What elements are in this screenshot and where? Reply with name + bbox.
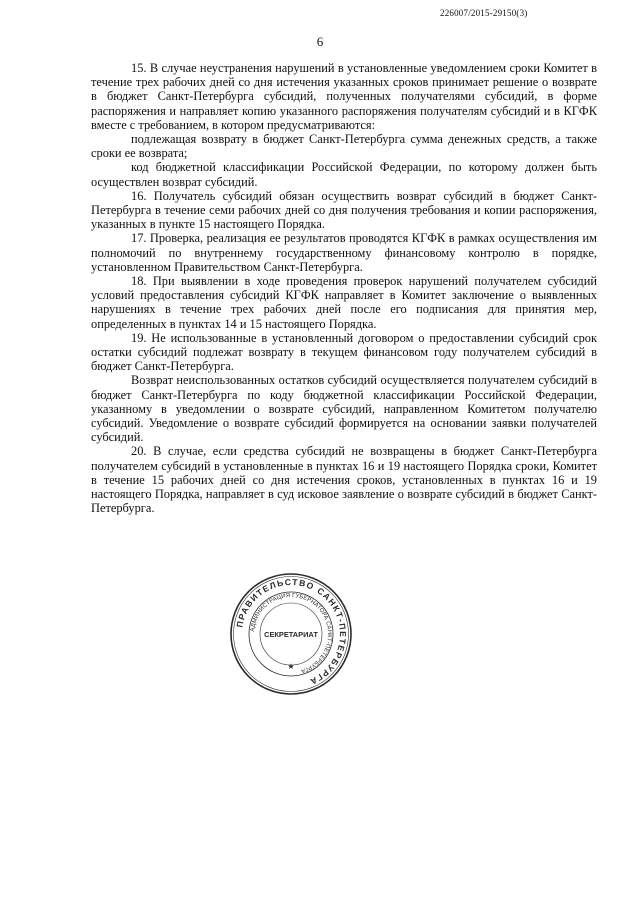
seal-inner-text: АДМИНИСТРАЦИЯ ГУБЕРНАТОРА САНКТ-ПЕТЕРБУРГА: [250, 592, 333, 674]
seal-outer-text: ПРАВИТЕЛЬСТВО САНКТ-ПЕТЕРБУРГА: [234, 576, 349, 688]
paragraph-16: 16. Получатель субсидий обязан осуществить возврат субсидий в бюджет Санкт-Петербурга в течение семи рабочих дней со дня получения требования и копии распоряжения, указанных в пункте 15 настоящего Порядка.: [91, 188, 597, 232]
paragraph-15: 15. В случае неустранения нарушений в установленные уведомлением сроки Комитет в течение трех рабочих дней со дня истечения указанных сроков принимает решение о возврате в бюджет Санкт-Петербурга субсидий, полученных получателями субсидий, в форме распоряжения и направляет копию указанного распоряжения получателям субсидий и в КГФК вместе с требованием, в котором предусматриваются:: [91, 61, 597, 132]
official-seal: [228, 571, 354, 697]
paragraph-20: 20. В случае, если средства субсидий не возвращены в бюджет Санкт-Петербурга получателем субсидий в установленные в пунктах 16 и 19 настоящего Порядка сроки, Комитет в течение 15 рабочих дней со дня истечения сроков, установленных в пунктах 16 и 19 настоящего Порядка, направляет в суд исковое заявление о возврате субсидий в бюджет Санкт-Петербурга.: [91, 444, 597, 516]
paragraph-19: 19. Не использованные в установленный договором о предоставлении субсидий срок остатки субсидий подлежат возврату в текущем финансовом году получателем субсидий в бюджет Санкт-Петербурга.: [91, 330, 597, 374]
seal-center-text: СЕКРЕТАРИАТ: [264, 630, 318, 639]
paragraph-15-item-code: код бюджетной классификации Российской Федерации, по которому должен быть осуществлен возврат субсидий.: [91, 160, 597, 189]
paragraph-18: 18. При выявлении в ходе проведения проверок нарушений получателем субсидий условий предоставления субсидий КГФК направляет в Комитет заключение о выявленных нарушениях в течение трех рабочих дней после его подписания для принятия мер, определенных в пунктах 14 и 15 настоящего Порядка.: [91, 274, 597, 331]
document-body: [91, 61, 597, 516]
seal-star-icon: ★: [287, 662, 295, 671]
page-number: 6: [316, 34, 324, 49]
paragraph-15-item-sum: подлежащая возврату в бюджет Санкт-Петербурга сумма денежных средств, а также сроки ее возврата;: [91, 132, 597, 161]
document-id: 226007/2015-29150(3): [440, 8, 528, 18]
paragraph-19-return: Возврат неиспользованных остатков субсидий осуществляется получателем субсидий в бюджет Санкт-Петербурга по коду бюджетной классификации Российской Федерации, указанному в уведомлении о возврате субсидий, направленном Комитетом получателю субсидий. Уведомление о возврате субсидий формируется на основании заявки получателей субсидий.: [91, 373, 597, 445]
seal-graphic: [228, 571, 354, 697]
paragraph-17: 17. Проверка, реализация ее результатов проводятся КГФК в рамках осуществления им полномочий по внутреннему государственному финансовому контролю в порядке, установленном Правительством Санкт-Петербурга.: [91, 231, 597, 274]
